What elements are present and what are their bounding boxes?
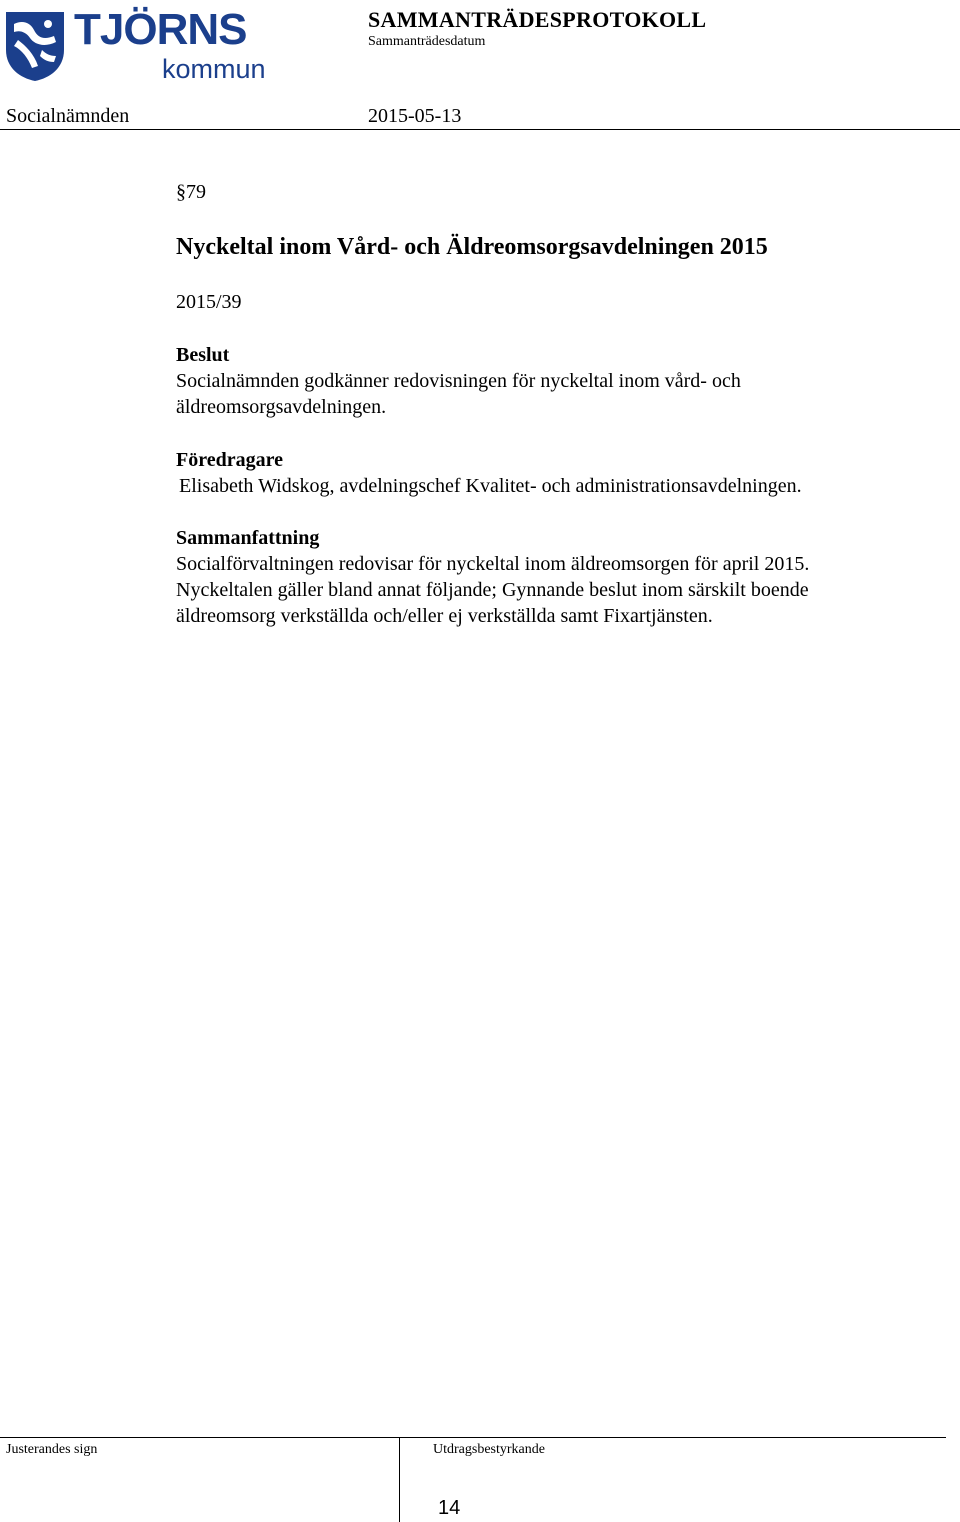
section-text-line: Nyckeltalen gäller bland annat följande; Gynnande beslut inom särskilt boende <box>176 579 809 601</box>
section-heading: Beslut <box>176 344 230 366</box>
header-divider <box>0 129 960 130</box>
tjorn-coat-of-arms-icon <box>4 10 66 82</box>
item-title: Nyckeltal inom Vård- och Äldreomsorgsavdelningen 2015 <box>176 234 768 260</box>
municipality-logo <box>4 5 266 84</box>
section-beslut <box>176 342 741 420</box>
section-text-line: Socialnämnden godkänner redovisningen för nyckeltal inom vård- och <box>176 370 741 392</box>
section-heading: Sammanfattning <box>176 527 320 549</box>
paragraph-number: §79 <box>176 181 206 203</box>
section-text-line: äldreomsorgsavdelningen. <box>176 396 387 418</box>
logo-wordmark: TJÖRNS <box>74 5 247 54</box>
committee-name: Socialnämnden <box>6 105 130 127</box>
signature-label: Justerandes sign <box>6 1442 98 1457</box>
section-sammanfattning <box>176 525 809 629</box>
footer-divider <box>0 1437 946 1438</box>
meeting-date-label: Sammanträdesdatum <box>368 34 486 49</box>
section-text-line: Socialförvaltningen redovisar för nyckeltal inom äldreomsorgen för april 2015. <box>176 553 810 575</box>
section-foredragare <box>176 447 802 499</box>
section-text-line: Elisabeth Widskog, avdelningschef Kvalitet- och administrationsavdelningen. <box>179 475 802 497</box>
case-number: 2015/39 <box>176 291 242 313</box>
footer-column-divider <box>399 1437 400 1522</box>
section-heading: Föredragare <box>176 449 284 471</box>
meeting-date: 2015-05-13 <box>368 105 462 127</box>
certification-label: Utdragsbestyrkande <box>433 1442 545 1457</box>
logo-subtitle: kommun <box>162 54 266 84</box>
section-text-line: äldreomsorg verkställda och/eller ej verkställda samt Fixartjänsten. <box>176 605 713 627</box>
page-number: 14 <box>438 1497 461 1519</box>
document-type: SAMMANTRÄDESPROTOKOLL <box>368 7 707 32</box>
